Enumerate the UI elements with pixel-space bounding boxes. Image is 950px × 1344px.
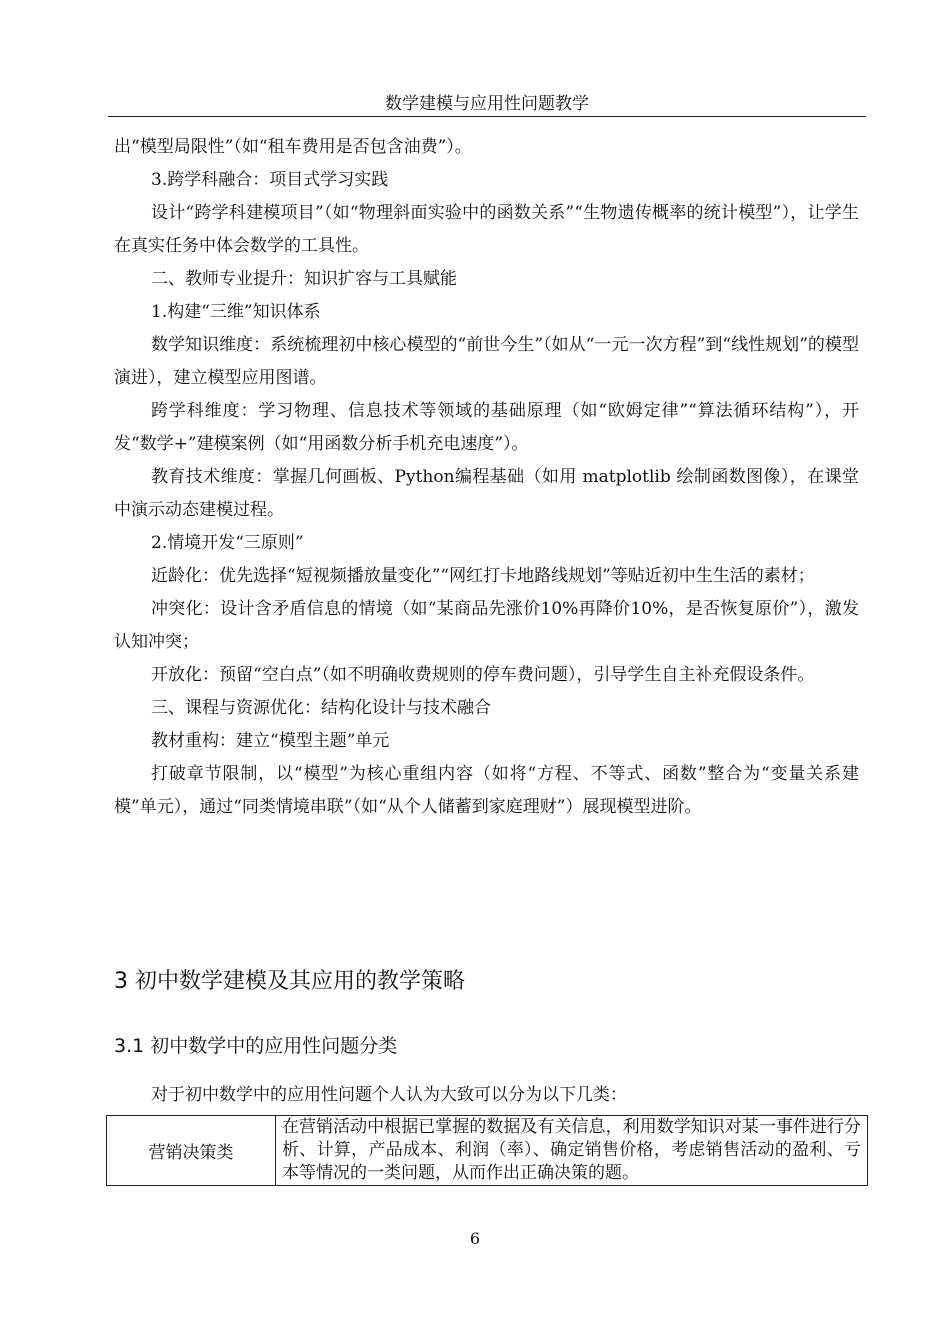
section-heading: 3 初中数学建模及其应用的教学策略 (114, 969, 465, 994)
category-cell: 营销决策类 (107, 1116, 276, 1186)
intro-text: 对于初中数学中的应用性问题个人认为大致可以分为以下几类： (151, 1085, 627, 1105)
paragraph: 设计“跨学科建模项目”（如“物理斜面实验中的函数关系”“生物遗传概率的统计模型”），让学生在真实任务中体会数学的工具性。 (114, 203, 859, 256)
paragraph: 教材重构：建立“模型主题”单元 (151, 731, 390, 751)
paragraph: 1.构建“三维”知识体系 (151, 302, 321, 322)
paragraph: 开放化：预留“空白点”（如不明确收费规则的停车费问题），引导学生自主补充假设条件。 (151, 665, 815, 685)
paragraph: 出“模型局限性”（如“租车费用是否包含油费”）。 (114, 137, 472, 157)
table-row (107, 1116, 868, 1186)
paragraph: 三、课程与资源优化：结构化设计与技术融合 (151, 698, 491, 718)
paragraph: 数学知识维度：系统梳理初中核心模型的“前世今生”（如从“一元一次方程”到“线性规划”的模型演进），建立模型应用图谱。 (114, 335, 859, 388)
header-title: 数学建模与应用性问题教学 (385, 94, 589, 114)
description-cell: 在营销活动中根据已掌握的数据及有关信息，利用数学知识对某一事件进行分析、计算，产品成本、利润（率）、确定销售价格，考虑销售活动的盈利、亏本等情况的一类问题，从而作出正确决策的题。 (276, 1116, 868, 1186)
classification-table (106, 1115, 868, 1186)
paragraph: 3.跨学科融合：项目式学习实践 (151, 170, 389, 190)
paragraph: 跨学科维度：学习物理、信息技术等领域的基础原理（如“欧姆定律”“算法循环结构”），开发“数学+”建模案例（如“用函数分析手机充电速度”）。 (114, 401, 859, 454)
paragraph: 教育技术维度：掌握几何画板、Python编程基础（如用 matplotlib 绘制函数图像），在课堂中演示动态建模过程。 (114, 467, 859, 520)
page-number: 6 (469, 1229, 481, 1248)
paragraph: 2.情境开发“三原则” (151, 533, 304, 553)
paragraph: 打破章节限制，以“模型”为核心重组内容（如将“方程、不等式、函数”整合为“变量关系建模”单元），通过“同类情境串联”（如“从个人储蓄到家庭理财”）展现模型进阶。 (114, 764, 859, 817)
paragraph: 二、教师专业提升：知识扩容与工具赋能 (151, 269, 457, 289)
page-header (108, 92, 866, 117)
paragraph: 冲突化：设计含矛盾信息的情境（如“某商品先涨价10%再降价10%，是否恢复原价”），激发认知冲突； (114, 599, 859, 652)
body-text (114, 131, 859, 824)
paragraph: 近龄化：优先选择“短视频播放量变化”“网红打卡地路线规划”等贴近初中生生活的素材； (151, 566, 815, 586)
subsection-heading: 3.1 初中数学中的应用性问题分类 (114, 1035, 398, 1057)
